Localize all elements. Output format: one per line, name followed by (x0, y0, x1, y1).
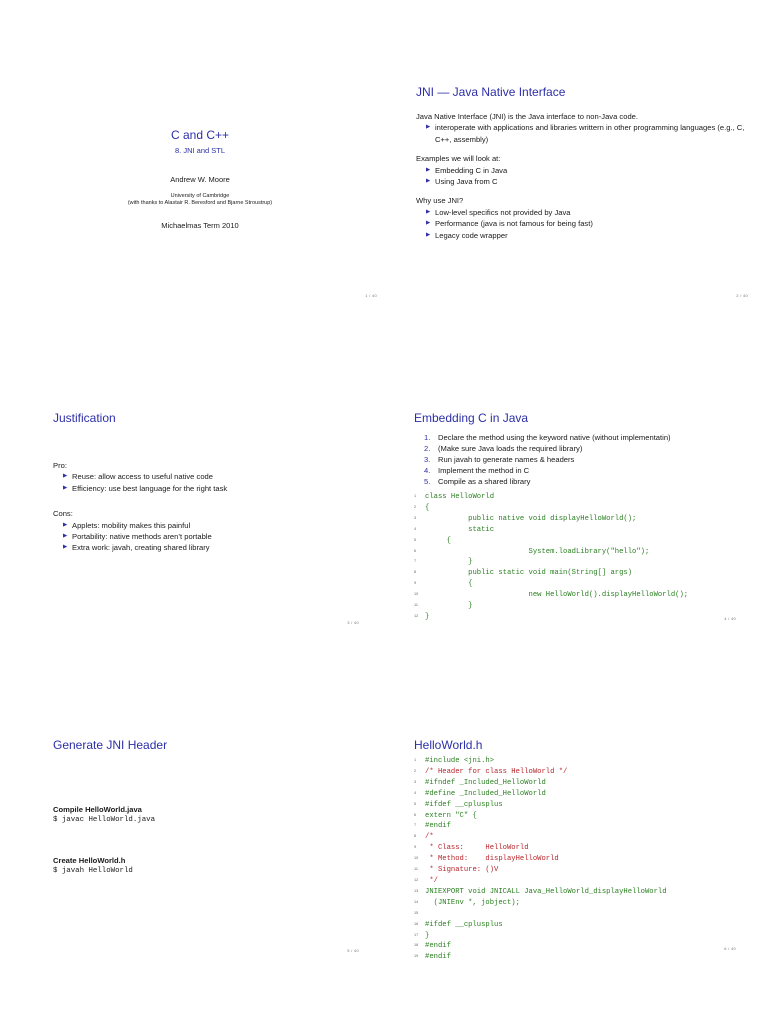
cons-list (53, 520, 393, 554)
why-heading: Why use JNI? (416, 196, 464, 206)
code-line (414, 941, 667, 952)
slide-6 (414, 728, 768, 978)
code-line (414, 843, 667, 854)
code-text: #define _Included_HelloWorld (425, 789, 546, 798)
line-number: 5 (414, 537, 417, 542)
slide-body (53, 804, 393, 878)
code-line (414, 952, 667, 963)
term-date: Michaelmas Term 2010 (161, 221, 239, 230)
create-heading: Create HelloWorld.h (53, 855, 126, 865)
code-line (414, 525, 688, 536)
slide-4 (414, 400, 768, 650)
slide-title: JNI — Java Native Interface (416, 85, 566, 99)
code-text: public static void main(String[] args) (425, 569, 633, 578)
line-number: 9 (414, 845, 417, 850)
slide-title: Generate JNI Header (53, 738, 168, 752)
line-number: 12 (414, 613, 419, 618)
code-line (414, 821, 667, 832)
line-number: 7 (414, 559, 417, 564)
list-item: ▶ Efficiency: use best language for the right task (63, 483, 393, 494)
code-line (414, 557, 688, 568)
code-text: (JNIEnv *, jobject); (425, 898, 520, 907)
list-item: ▶ Applets: mobility makes this painful (63, 520, 393, 531)
institution: University of Cambridge (170, 193, 230, 199)
code-text: #endif (425, 953, 451, 962)
line-number: 10 (414, 856, 419, 861)
lecture-title: C and C++ (170, 128, 230, 142)
line-number: 7 (414, 823, 417, 828)
list-item: ▶ interoperate with applications and libraries writtern in other programming languages (e.g., C, C++, assembly) (426, 122, 756, 145)
line-number: 1 (414, 758, 417, 762)
why-list (416, 207, 756, 241)
list-item: ▶ Performance (java is not famous for being fast) (426, 218, 756, 229)
list-item: ▶ Embedding C in Java (426, 165, 756, 176)
list-item: ▶ Extra work: javah, creating shared library (63, 542, 393, 553)
slide-5 (53, 728, 417, 978)
slide-title: Embedding C in Java (414, 411, 529, 425)
code-text: #include <jni.h> (425, 757, 495, 765)
pro-list (53, 471, 393, 494)
code-line (414, 590, 688, 601)
title-block (50, 128, 350, 230)
code-line (414, 854, 667, 865)
line-number: 4 (414, 526, 417, 531)
list-item: 2. (Make sure Java loads the required library) (424, 444, 583, 453)
code-line (414, 778, 667, 789)
cons-heading: Cons: (53, 509, 73, 519)
list-item: 1. Declare the method using the keyword native (without implementatin) (424, 433, 671, 442)
list-item: ▶ Using Java from C (426, 176, 756, 187)
line-number: 9 (414, 581, 417, 586)
code-text: extern "C" { (425, 811, 477, 820)
list-item: ▶ Reuse: allow access to useful native code (63, 471, 393, 482)
line-number: 10 (414, 592, 419, 597)
thanks-line: (with thanks to Alastair R. Beresford and Bjarne Stroustrup) (127, 200, 273, 206)
examples-list (416, 165, 756, 188)
slide-title: HelloWorld.h (414, 738, 483, 752)
code-text: */ (425, 876, 438, 885)
examples-heading: Examples we will look at: (416, 154, 501, 164)
code-line (414, 789, 667, 800)
slide-body (416, 111, 756, 241)
page-number: 6 / 40 (724, 946, 736, 951)
code-line (414, 800, 667, 811)
code-line (414, 536, 688, 547)
line-number: 3 (414, 515, 417, 520)
code-line (414, 909, 667, 920)
page-number: 3 / 40 (347, 620, 359, 625)
compile-heading: Compile HelloWorld.java (53, 805, 142, 814)
code-line (414, 568, 688, 579)
line-number: 11 (414, 867, 418, 872)
code-listing (414, 492, 688, 623)
line-number: 2 (414, 768, 417, 773)
code-line (414, 876, 667, 887)
code-text: /* (425, 833, 434, 842)
code-text: * Class: HelloWorld (425, 844, 529, 853)
intro-list (416, 122, 756, 145)
pro-heading: Pro: (53, 461, 67, 470)
code-text: } (425, 602, 473, 611)
create-command: $ javah HelloWorld (53, 867, 133, 876)
author-name: Andrew W. Moore (170, 175, 230, 184)
code-text: System.loadLibrary("hello"); (425, 547, 650, 556)
page-number: 2 / 40 (736, 293, 748, 298)
page-number: 4 / 40 (724, 616, 736, 621)
code-line (414, 579, 688, 590)
slide-3 (53, 400, 417, 650)
slide-title: Justification (53, 411, 116, 425)
code-line (414, 547, 688, 558)
code-text: static (425, 525, 495, 534)
line-number: 19 (414, 954, 419, 959)
line-number: 8 (414, 570, 417, 575)
line-number: 12 (414, 877, 419, 882)
intro-text: Java Native Interface (JNI) is the Java interface to non-Java code. (416, 112, 639, 121)
code-line (414, 811, 667, 822)
code-text: #ifdef __cplusplus (425, 800, 503, 809)
line-number: 5 (414, 801, 417, 806)
code-text: new HelloWorld().displayHelloWorld(); (425, 591, 689, 600)
list-item: ▶ Legacy code wrapper (426, 230, 756, 241)
page-number: 1 / 40 (365, 293, 377, 298)
line-number: 18 (414, 943, 419, 948)
lecture-subtitle: 8. JNI and STL (174, 146, 226, 155)
code-line (414, 920, 667, 931)
list-item: ▶ Portability: native methods aren’t portable (63, 531, 393, 542)
line-number: 11 (414, 603, 418, 608)
code-line (414, 612, 688, 623)
page-number: 5 / 40 (347, 948, 359, 953)
code-text: JNIEXPORT void JNICALL Java_HelloWorld_displayHelloWorld (425, 887, 667, 896)
code-text: #ifdef __cplusplus (425, 920, 503, 929)
code-text: } (425, 931, 430, 940)
line-number: 13 (414, 888, 419, 893)
list-item: 4. Implement the method in C (424, 466, 530, 475)
code-line (414, 898, 667, 909)
line-number: 2 (414, 504, 417, 509)
slide-1 (25, 70, 389, 320)
compile-command: $ javac HelloWorld.java (53, 816, 156, 825)
code-text: #endif (425, 822, 451, 831)
code-text: #endif (425, 942, 451, 951)
line-number: 1 (414, 494, 417, 498)
line-number: 6 (414, 812, 417, 817)
code-text: class HelloWorld (425, 493, 495, 501)
code-text: public native void displayHelloWorld(); (425, 514, 637, 523)
code-line (414, 756, 667, 767)
line-number: 3 (414, 779, 417, 784)
steps-list (414, 432, 734, 487)
code-line (414, 887, 667, 898)
code-text: { (425, 536, 451, 545)
line-number: 16 (414, 921, 419, 926)
code-line (414, 601, 688, 612)
code-text: * Signature: ()V (425, 866, 499, 875)
code-listing (414, 756, 667, 963)
code-line (414, 514, 688, 525)
code-line (414, 832, 667, 843)
slide-2 (416, 70, 768, 320)
code-text: { (425, 503, 430, 512)
steps-block (414, 432, 734, 487)
list-item: ▶ Low-level specifics not provided by Java (426, 207, 756, 218)
code-line (414, 492, 688, 503)
line-number: 15 (414, 910, 419, 915)
code-line (414, 767, 667, 778)
line-number: 4 (414, 790, 417, 795)
line-number: 17 (414, 932, 419, 937)
code-text: { (425, 580, 473, 589)
code-line (414, 865, 667, 876)
code-text: } (425, 612, 430, 621)
slide-body (53, 460, 393, 554)
line-number: 8 (414, 834, 417, 839)
code-text: } (425, 558, 473, 567)
list-item: 5. Compile as a shared library (424, 477, 531, 486)
code-text: * Method: displayHelloWorld (425, 855, 559, 864)
line-number: 14 (414, 899, 419, 904)
code-line (414, 503, 688, 514)
code-line (414, 931, 667, 942)
line-number: 6 (414, 548, 417, 553)
list-item: 3. Run javah to generate names & headers (424, 455, 575, 464)
code-text: #ifndef _Included_HelloWorld (425, 778, 546, 787)
code-text: /* Header for class HelloWorld */ (425, 767, 568, 776)
